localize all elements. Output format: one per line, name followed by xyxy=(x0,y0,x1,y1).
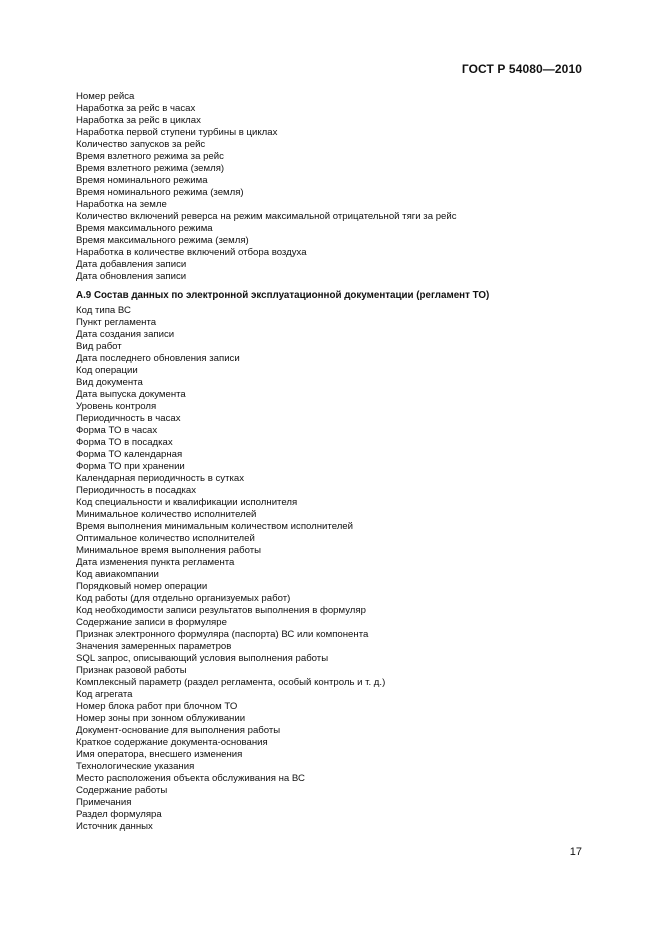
list-item: Наработка в количестве включений отбора воздуха xyxy=(76,247,307,258)
list-item: Минимальное количество исполнителей xyxy=(76,509,257,520)
list-item: Номер зоны при зонном облуживании xyxy=(76,713,246,724)
list-item: Пункт регламента xyxy=(76,317,157,328)
document-code-header: ГОСТ Р 54080—2010 xyxy=(461,62,582,76)
list-item: Код операции xyxy=(76,365,138,376)
list-item: Краткое содержание документа-основания xyxy=(76,737,268,748)
list-item: Время максимального режима (земля) xyxy=(76,235,249,246)
list-item: SQL запрос, описывающий условия выполнения работы xyxy=(76,653,329,664)
list-item: Дата изменения пункта регламента xyxy=(76,557,235,568)
list-item: Раздел формуляра xyxy=(76,809,162,820)
list-item: Значения замеренных параметров xyxy=(76,641,232,652)
list-item: Вид работ xyxy=(76,341,122,352)
list-item: Время выполнения минимальным количеством исполнителей xyxy=(76,521,354,532)
list-item: Время номинального режима xyxy=(76,175,208,186)
page-number: 17 xyxy=(569,846,582,858)
list-item: Наработка за рейс в циклах xyxy=(76,115,201,126)
list-item: Код необходимости записи результатов выполнения в формуляр xyxy=(76,605,366,616)
list-item: Код специальности и квалификации исполнителя xyxy=(76,497,298,508)
list-item: Наработка на земле xyxy=(76,199,167,210)
maintenance-regulation-field-list xyxy=(76,305,385,833)
list-item: Время взлетного режима (земля) xyxy=(76,163,225,174)
list-item: Наработка за рейс в часах xyxy=(76,103,196,114)
list-item: Содержание работы xyxy=(76,785,168,796)
list-item: Вид документа xyxy=(76,377,143,388)
list-item: Дата последнего обновления записи xyxy=(76,353,240,364)
list-item: Примечания xyxy=(76,797,132,808)
list-item: Код авиакомпании xyxy=(76,569,159,580)
list-item: Код типа ВС xyxy=(76,305,131,316)
list-item: Дата создания записи xyxy=(76,329,175,340)
list-item: Источник данных xyxy=(76,821,153,832)
section-heading-a9: А.9 Состав данных по электронной эксплуатационной документации (регламент ТО) xyxy=(76,290,490,301)
list-item: Количество включений реверса на режим максимальной отрицательной тяги за рейс xyxy=(76,211,457,222)
list-item: Номер рейса xyxy=(76,91,135,102)
list-item: Уровень контроля xyxy=(76,401,157,412)
list-item: Время номинального режима (земля) xyxy=(76,187,244,198)
list-item: Форма ТО при хранении xyxy=(76,461,185,472)
list-item: Имя оператора, внесшего изменения xyxy=(76,749,243,760)
list-item: Код агрегата xyxy=(76,689,133,700)
list-item: Место расположения объекта обслуживания на ВС xyxy=(76,773,305,784)
list-item: Документ-основание для выполнения работы xyxy=(76,725,281,736)
list-item: Дата выпуска документа xyxy=(76,389,186,400)
list-item: Содержание записи в формуляре xyxy=(76,617,227,628)
list-item: Номер блока работ при блочном ТО xyxy=(76,701,238,712)
list-item: Минимальное время выполнения работы xyxy=(76,545,262,556)
list-item: Порядковый номер операции xyxy=(76,581,208,592)
list-item: Форма ТО в посадках xyxy=(76,437,173,448)
list-item: Дата обновления записи xyxy=(76,271,187,282)
list-item: Периодичность в посадках xyxy=(76,485,197,496)
list-item: Комплексный параметр (раздел регламента, особый контроль и т. д.) xyxy=(76,677,386,688)
list-item: Периодичность в часах xyxy=(76,413,181,424)
list-item: Время максимального режима xyxy=(76,223,213,234)
list-item: Дата добавления записи xyxy=(76,259,187,270)
list-item: Количество запусков за рейс xyxy=(76,139,206,150)
list-item: Календарная периодичность в сутках xyxy=(76,473,245,484)
list-item: Код работы (для отдельно организуемых работ) xyxy=(76,593,291,604)
list-item: Форма ТО в часах xyxy=(76,425,158,436)
list-item: Наработка первой ступени турбины в циклах xyxy=(76,127,278,138)
flight-data-field-list xyxy=(76,91,457,283)
list-item: Признак электронного формуляра (паспорта) ВС или компонента xyxy=(76,629,369,640)
list-item: Оптимальное количество исполнителей xyxy=(76,533,255,544)
list-item: Признак разовой работы xyxy=(76,665,187,676)
list-item: Технологические указания xyxy=(76,761,195,772)
list-item: Форма ТО календарная xyxy=(76,449,183,460)
list-item: Время взлетного режима за рейс xyxy=(76,151,224,162)
